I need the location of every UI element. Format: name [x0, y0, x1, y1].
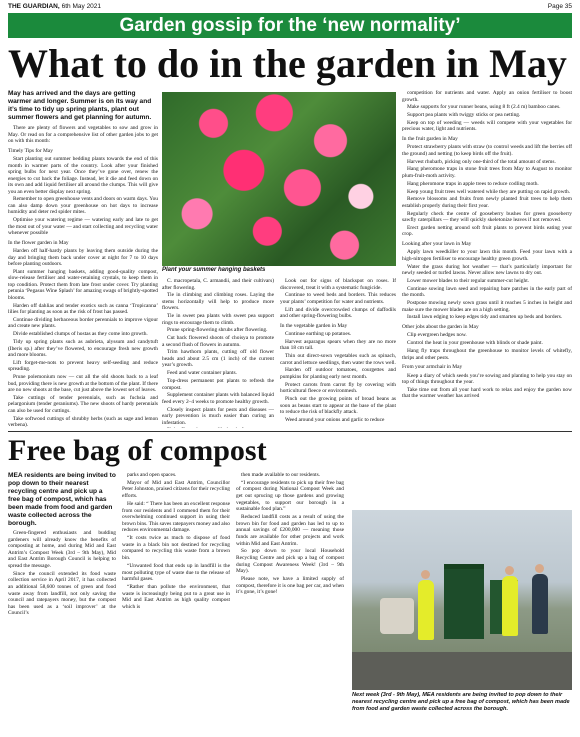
publication-name: THE GUARDIAN, [8, 3, 60, 10]
person-left-head [421, 570, 430, 579]
masthead [8, 2, 572, 12]
compost-sack [380, 598, 414, 634]
person-left [418, 580, 434, 640]
article-paragraph [162, 427, 274, 428]
article-paragraph: Prune polemonium now — cut all the old shoots back to a leaf bud, providing there is new growth at the bottom of the plant. If there are no new shoots at the base, cut just above the lowest set of leaves. [8, 374, 158, 394]
article-paragraph: Prune spring-flowering shrubs after flowering. [167, 327, 268, 334]
article-paragraph: Keep young fruit trees well watered while they are putting on rapid growth. [407, 188, 571, 195]
article-paragraph: Postpone mowing newly sown grass until it reaches 5 inches in height and make sure the mower blades are on a high setting. [402, 300, 572, 313]
article-paragraph: Take time out from all your hard work to relax and enjoy the garden now that the warmer weather has arrived [402, 386, 572, 400]
article-paragraph: Harvest asparagus spears when they are no more than 18 cm tall. [280, 338, 396, 352]
article-paragraph: Lift and divide overcrowded clumps of daffodils and other spring-flowering bulbs. [280, 306, 396, 320]
article-paragraph: Protect strawberry plants with straw (to control weeds and lift the berries off the ground) and netting (to keep birds off the fruit). [402, 144, 572, 157]
section-subhead: In the flower garden in May [8, 239, 69, 246]
page-number: Page 35 [547, 3, 572, 10]
col2-paragraphs [162, 278, 274, 428]
col1-paragraphs [8, 125, 158, 428]
article-paragraph: So pop down to your local Household Recycling Centre and pick up a bag of compost during Compost Awareness Week! (3rd – 9th May). [236, 548, 344, 575]
section-subhead: In the vegetable garden in May [280, 322, 348, 329]
article-paragraph: Tie in climbing and climbing roses. Laying the stems horizontally will help to produce more flowers. [162, 292, 274, 312]
section-subhead: From your armchair in May [402, 364, 463, 371]
article-paragraph: Weed around your onions and garlic to reduce [285, 416, 385, 423]
article-paragraph: Closely inspect plants for pests and diseases — early prevention is much easier than curing an infestation. [162, 406, 274, 426]
article-paragraph: Tie in sweet pea plants with sweet pea support rings to encourage them to climb. [162, 313, 274, 326]
article-column-3 [280, 278, 396, 428]
article-paragraph: Take softwood cuttings of shrubby herbs (such as sage and lemon verbena). [8, 415, 158, 428]
article-paragraph: He said: “ There has been an excellent response from our residents and I commend them for their overwhelming continued support in using their brown bins. This saves ratepayers money and also reduces environmental damage. [122, 500, 230, 534]
article-paragraph: Trim hawthorn plants, cutting off old flower heads and about 2.5 cm (1 inch) of the current year’s growth. [162, 349, 274, 369]
compost-photo [352, 510, 572, 690]
hanging-basket-photo [162, 92, 396, 266]
article-paragraph: Optimise your watering regime — watering early and late to get the most out of your water — and start collecting and recycling water whenever possible [8, 217, 158, 237]
article-paragraph: Regularly check the centre of gooseberry bushes for green gooseberry sawfly caterpillars — they will quickly skeletonize leaves if not removed. [402, 210, 572, 224]
section-subhead: Timely Tips for May [8, 147, 53, 154]
article-paragraph: Harvest rhubarb, picking only one-third of the total amount of stems. [407, 158, 556, 165]
article-paragraph: Support pea plants with twiggy sticks or pea netting. [407, 112, 521, 119]
article-paragraph: Harden off dahlias and tender exotics such as canna ‘Tropicanna’ lilies for planting as soon as the risk of frost has passed. [8, 302, 158, 316]
article-paragraph: Continue sowing lawn seed and repairing bare patches in the early part of the month. [402, 285, 572, 299]
section-subhead: In the fruit garden in May [402, 135, 458, 142]
article-paragraph: Continue to weed beds and borders. This reduces your plants’ competition for water and nutrients. [280, 292, 396, 305]
article-paragraph: Keep a diary of which seeds you’re sowing and planting to help you stay on top of things throughout the year. [402, 372, 572, 386]
main-headline: What to do in the garden in May [8, 41, 567, 86]
photo-caption: Plant your summer hanging baskets [162, 267, 266, 273]
article-paragraph: Since the council extended its food waste collection service in April 2017, it has collected an additional 58,600 tonnes of green and food waste away from landfill, not only saving the council and ratepayers money, but the compost has been used as a ‘soil improver’ at the Council’s [8, 570, 116, 617]
compost-photo-caption: Next week (3rd - 9th May), MEA residents are being invited to pop down to their nearest recycling centre and pick up a free bag of compost, which has been made from food and garden waste collected across the borough. [352, 692, 570, 712]
article-paragraph: Lower mower blades to their regular summer-cut height. [407, 278, 530, 285]
person-center [502, 576, 518, 636]
article-paragraph: Remove blossoms and fruits from newly planted fruit trees to help them establish properly during their first year. [402, 196, 572, 209]
article-paragraph: “Rather than pollute the environment, that waste is increasingly being put to a great use in Mid and East Antrim as high quality compost which is [122, 583, 230, 610]
person-center-head [505, 566, 514, 575]
article-paragraph: Protect carrots from carrot fly by covering with horticultural fleece or environmesh. [280, 381, 396, 395]
article-intro: May has arrived and the days are getting warmer and longer. Summer is on its way and it’s time to tidy up spring plants, plant out summer flowers and get planning for autumn. [8, 90, 152, 121]
article-paragraph: Control the heat in your greenhouse with blinds or shade paint. [407, 340, 543, 347]
section-divider [8, 431, 572, 432]
green-bin [444, 564, 484, 639]
compost-intro: MEA residents are being invited to pop down to their nearest recycling centre and pick up a free bag of compost, which has been made from food and garden waste collected across the borough. [8, 472, 116, 527]
compost-column-3 [236, 472, 344, 734]
compost-headline: Free bag of compost [8, 434, 267, 467]
article-paragraph: Top-dress permanent pot plants to refresh the compost. [162, 378, 274, 391]
article-paragraph: Please note, we have a limited supply of compost, therefore it is one bag per car, and when it’s gone, it’s gone! [236, 576, 344, 596]
section-subhead: Other jobs about the garden in May [402, 323, 479, 330]
article-paragraph: Pinch out the growing points of broad beans as soon as beans start to appear at the base of the plant to reduce the risk of blackfly attack. [280, 396, 396, 416]
article-paragraph: Look out for signs of blackspot on roses. If discovered, treat it with a systematic fungicide. [280, 278, 396, 291]
article-column-2 [162, 278, 274, 428]
article-paragraph: Apply lawn weedkiller to your lawn this month. Feed your lawn with a high-nitrogen fertiliser to encourage healthy green growth. [402, 249, 572, 262]
article-paragraph: Feed and water container plants. [167, 370, 237, 377]
article-paragraph: Continue earthing up potatoes. [285, 331, 352, 338]
article-paragraph: parks and open spaces. [127, 472, 177, 478]
ground [352, 652, 572, 690]
article-paragraph: Take cuttings of tender perennials, such as fuchsia and pelargonium (tender geraniums). The new shoots of hardy perennials can also be used for cuttings. [8, 394, 158, 414]
article-paragraph: Make supports for your runner beans, using 8 ft (2.4 m) bamboo canes. [407, 104, 561, 111]
article-paragraph: Keep on top of weeding — weeds will compete with your vegetables for precious water, light and nutrients. [402, 119, 572, 133]
article-paragraph: competition for nutrients and water. Apply an onion fertiliser to boost growth. [402, 90, 572, 103]
article-paragraph: Mayor of Mid and East Antrim, Councillor Peter Johnston, praised citizens for their recycling efforts. [122, 479, 230, 500]
article-paragraph: C. macropetala, C. armandii, and their cultivars) after flowering. [162, 278, 274, 291]
article-paragraph: Harden off half-hardy plants by leaving them outside during the day and bringing them back under cover at night for 7 to 10 days before planting outdoors. [8, 248, 158, 268]
article-paragraph: Hang pheromone traps in apple trees to reduce codling moth. [407, 180, 539, 187]
article-paragraph: Reduced landfill costs as a result of using the brown bin for food and garden has led to up to annual savings of £200,000 — meaning those funds are available for other projects and work within Mid and East Antrim. [236, 514, 344, 547]
article-paragraph: Thin out direct-sown vegetables such as spinach, carrot and lettuce seedlings, then water the rows well. [280, 353, 396, 366]
article-paragraph: Erect garden netting around soft fruit plants to prevent birds eating your crop. [402, 224, 572, 238]
article-paragraph: Install lawn edging to keep edges tidy and smarten up beds and borders. [407, 314, 563, 321]
article-paragraph: “It costs twice as much to dispose of food waste in a black bin not destined for recycling compared to recycling this waste from a brown bin. [122, 535, 230, 562]
article-paragraph: Cut back flowered shoots of choisya to promote a second flush of flowers in autumn. [162, 335, 274, 348]
compost-col1-paragraphs [8, 530, 116, 617]
article-paragraph: Start planting out summer bedding plants towards the end of this month in warmer parts of the country. Look after your finished spring bulbs for next year. Once they’ve gone over, renew the energies to cut back the foliage. Instead, let it die and feed down on its own and add liquid fertiliser all around the clumps. This will give you an even better display next spring. [8, 156, 158, 195]
article-paragraph: then made available to our residents. [241, 472, 321, 478]
article-paragraph: “I encourage residents to pick up their free bag of compost during National Compost Week and get out sprucing up those gardens and growing vegetables, to support our borough in a sustainable food plan.” [236, 479, 344, 513]
article-paragraph: Supplement container plants with balanced liquid feed every 2–4 weeks to promote healthy growth. [162, 392, 274, 405]
article-paragraph: Divide established clumps of hostas as they come into growth. [13, 331, 148, 338]
article-paragraph: Harden off outdoor tomatoes, courgettes and pumpkins for planting early next month. [280, 367, 396, 380]
article-paragraph: Clip evergreen hedges now. [407, 332, 467, 339]
compost-col2-paragraphs [122, 472, 230, 610]
article-paragraph: Green-fingered enthusiasts and budding gardeners will already know the benefits of composting at home, and during Mid and East Antrim’s Compost Week (3rd – 9th May), Mid and East Antrim Borough Council is helping to spread the message. [8, 530, 116, 569]
col4-paragraphs [402, 90, 572, 400]
compost-column-2 [122, 472, 230, 734]
article-paragraph: Hang fly traps throughout the greenhouse to monitor levels of whitefly, thrips and other pests. [402, 348, 572, 361]
section-subhead: Looking after your lawn in May [402, 240, 472, 247]
article-paragraph: There are plenty of flowers and vegetables to sow and grow in May. Or read on for a comprehensive list of other garden jobs to get on with this month: [8, 125, 158, 144]
person-right [532, 574, 548, 634]
compost-col3-paragraphs [236, 472, 344, 596]
article-paragraph: Hang pheromone traps in stone fruit trees from May to August to monitor plum-fruit-moth activity. [402, 166, 572, 179]
article-column-1 [8, 90, 158, 428]
article-paragraph: Continue dividing herbaceous border perennials to improve vigour and create new plants. [8, 316, 158, 330]
compost-column-1 [8, 472, 116, 734]
article-paragraph: Lift forget-me-nots to prevent heavy self-seeding and reduce spreading. [8, 359, 158, 373]
article-paragraph: Remember to open greenhouse vents and doors on warm days. You can also damp down your greenhouse on hot days to increase humidity and deter red spider mites. [8, 196, 158, 216]
issue-date: 6th May 2021 [61, 3, 102, 10]
article-paragraph: Tidy up spring plants such as aubrieta, alyssum and candytuft (Iberis sp.) after they’ve flowered, to encourage fresh new growth and more blooms. [8, 339, 158, 359]
article-column-4 [402, 90, 572, 428]
article-paragraph: Water the grass during hot weather — that’s particularly important for newly seeded or turfed lawns. Never allow new lawns to dry out. [402, 263, 572, 277]
col3-paragraphs [280, 278, 396, 423]
section-banner: Garden gossip for the ‘new normality’ [8, 13, 572, 38]
article-paragraph: “Unwanted food that ends up in landfill is the most polluting type of waste due to the release of harmful gases. [122, 562, 230, 583]
person-right-head [535, 564, 544, 573]
article-paragraph: Plant summer hanging baskets, adding good-quality compost, slow-release fertiliser and water-retaining crystals, to keep them in top condition. Protect them from late frost under cover. Try planting petunia ‘Pegasus Wine Splash’ for amazing swags of brightly-spotted blooms. [8, 268, 158, 301]
